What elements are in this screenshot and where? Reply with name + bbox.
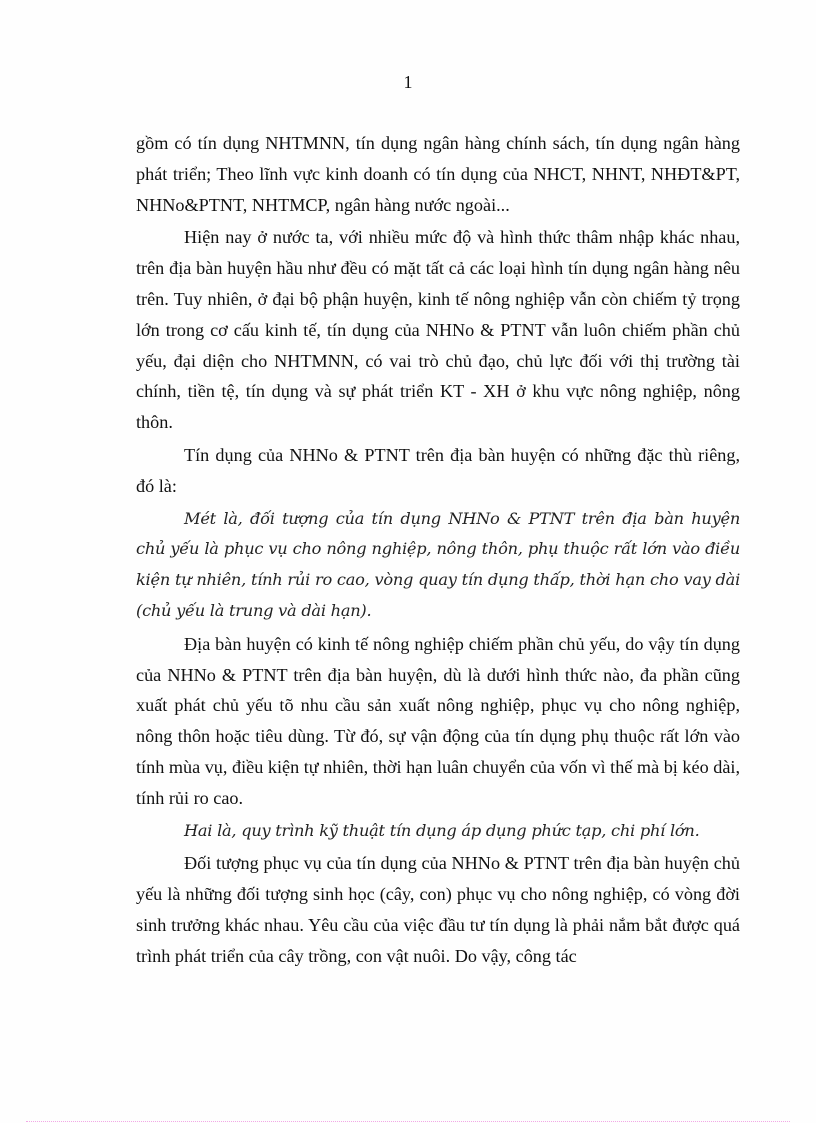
paragraph-agriculture-economy: Địa bàn huyện có kinh tế nông nghiệp chiếm phần chủ yếu, do vậy tín dụng của NHNo & PTNT trên địa bàn huyện, dù là dưới hình thức nào, đa phần cũng xuất phát chủ yếu tõ nhu cầu sản xuất nông nghiệp, phục vụ cho nông nghiệp, nông thôn hoặc tiêu dùng. Từ đó, sự vận động của tín dụng phụ thuộc rất lớn vào tính mùa vụ, điều kiện tự nhiên, thời hạn luân chuyển của vốn vì thế mà bị kéo dài, tính rủi ro cao. — [136, 633, 740, 808]
page-number: 1 — [403, 72, 413, 92]
paragraph-point-two: Hai là, quy trình kỹ thuật tín dụng áp dụng phức tạp, chi phí lớn. — [184, 820, 700, 840]
paragraph-point-one: Mét là, đối tượng của tín dụng NHNo & PTNT trên địa bàn huyện chủ yếu là phục vụ cho nông nghiệp, nông thôn, phụ thuộc rất lớn vào điều kiện tự nhiên, tính rủi ro cao, vòng quay tín dụng thấp, thời hạn cho vay dài (chủ yếu là trung và dài hạn). — [136, 508, 740, 620]
body-text — [136, 128, 740, 974]
paragraph-characteristics-intro: Tín dụng của NHNo & PTNT trên địa bàn huyện có những đặc thù riêng, đó là: — [136, 444, 740, 496]
page-bottom-divider — [26, 1121, 790, 1122]
paragraph-credit-types: gồm có tín dụng NHTMNN, tín dụng ngân hàng chính sách, tín dụng ngân hàng phát triển; Theo lĩnh vực kinh doanh có tín dụng của NHCT, NHNT, NHĐT&PT, NHNo&PTNT, NHTMCP, ngân hàng nước ngoài... — [136, 133, 740, 215]
paragraph-current-situation: Hiện nay ở nước ta, với nhiều mức độ và hình thức thâm nhập khác nhau, trên địa bàn huyện hầu như đều có mặt tất cả các loại hình tín dụng ngân hàng nêu trên. Tuy nhiên, ở đại bộ phận huyện, kinh tế nông nghiệp vẫn còn chiếm tỷ trọng lớn trong cơ cấu kinh tế, tín dụng của NHNo & PTNT vẫn luôn chiếm phần chủ yếu, đại diện cho NHTMNN, có vai trò chủ đạo, chủ lực đối với thị trường tài chính, tiền tệ, tín dụng và sự phát triển KT - XH ở khu vực nông nghiệp, nông thôn. — [136, 227, 740, 433]
paragraph-biological-objects: Đối tượng phục vụ của tín dụng của NHNo & PTNT trên địa bàn huyện chủ yếu là những đối tượng sinh học (cây, con) phục vụ cho nông nghiệp, có vòng đời sinh trưởng khác nhau. Yêu cầu của việc đầu tư tín dụng là phải nắm bắt được quá trình phát triển của cây trồng, con vật nuôi. Do vậy, công tác — [136, 853, 740, 966]
